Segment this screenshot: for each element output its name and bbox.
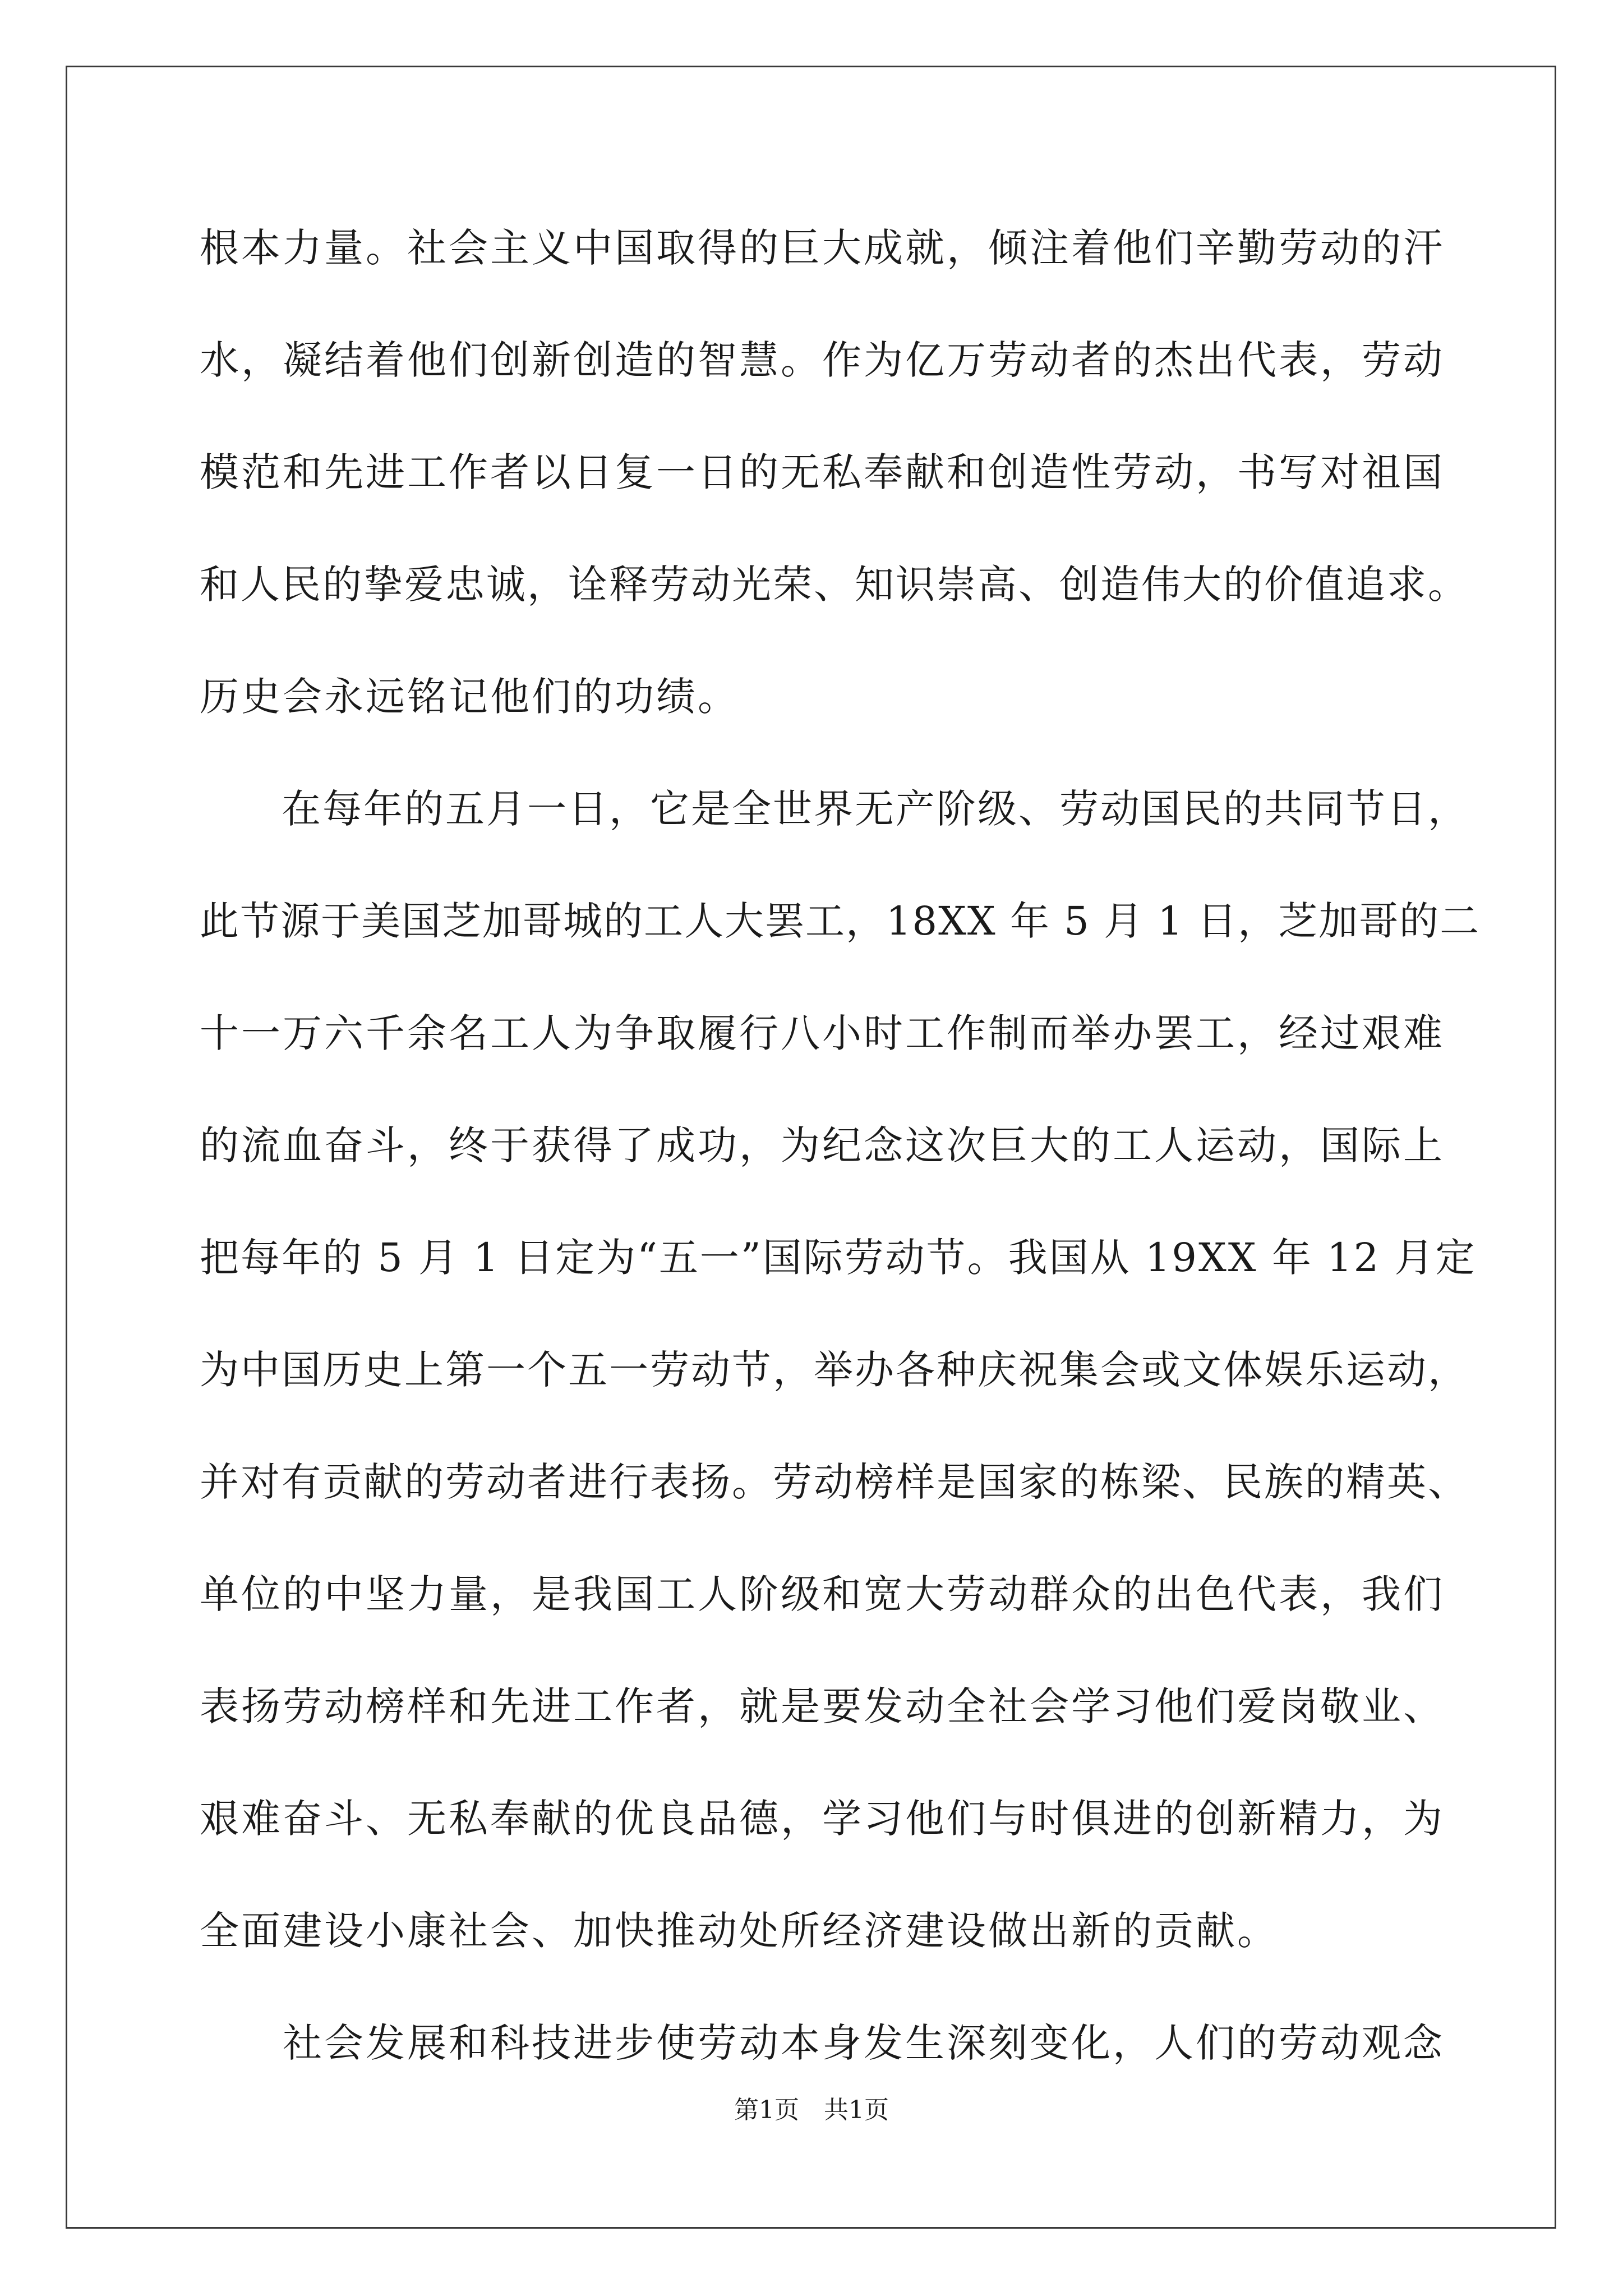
text-line: 把每年的 5 月 1 日定为“五一”国际劳动节。我国从 19XX 年 12 月定 <box>200 1235 1477 1281</box>
text-line: 在每年的五月一日，它是全世界无产阶级、劳动国民的共同节日， <box>200 786 1469 832</box>
text-line: 的流血奋斗，终于获得了成功，为纪念这次巨大的工人运动，国际上 <box>200 1122 1445 1168</box>
text-line: 表扬劳动榜样和先进工作者，就是要发动全社会学习他们爱岗敬业、 <box>200 1683 1445 1729</box>
text-line: 社会发展和科技进步使劳动本身发生深刻变化，人们的劳动观念 <box>200 2020 1445 2066</box>
text-line: 根本力量。社会主义中国取得的巨大成就，倾注着他们辛勤劳动的汗 <box>200 225 1445 271</box>
text-line: 模范和先进工作者以日复一日的无私奉献和创造性劳动，书写对祖国 <box>200 449 1445 495</box>
text-line: 单位的中坚力量，是我国工人阶级和宽大劳动群众的出色代表，我们 <box>200 1571 1445 1617</box>
text-line: 水，凝结着他们创新创造的智慧。作为亿万劳动者的杰出代表，劳动 <box>200 337 1445 383</box>
text-line: 艰难奋斗、无私奉献的优良品德，学习他们与时俱进的创新精力，为 <box>200 1796 1445 1842</box>
text-line: 和人民的挚爱忠诚，诠释劳动光荣、知识崇高、创造伟大的价值追求。 <box>200 562 1469 608</box>
text-line: 历史会永远铭记他们的功绩。 <box>200 674 739 720</box>
text-line: 十一万六千余名工人为争取履行八小时工作制而举办罢工，经过艰难 <box>200 1010 1445 1056</box>
text-line: 全面建设小康社会、加快推动处所经济建设做出新的贡献。 <box>200 1908 1279 1954</box>
text-line: 此节源于美国芝加哥城的工人大罢工，18XX 年 5 月 1 日，芝加哥的二 <box>200 898 1481 944</box>
text-line: 为中国历史上第一个五一劳动节，举办各种庆祝集会或文体娱乐运动， <box>200 1347 1469 1393</box>
text-line: 并对有贡献的劳动者进行表扬。劳动榜样是国家的栋梁、民族的精英、 <box>200 1459 1469 1505</box>
page-footer: 第1页 共1页 <box>734 2096 889 2124</box>
